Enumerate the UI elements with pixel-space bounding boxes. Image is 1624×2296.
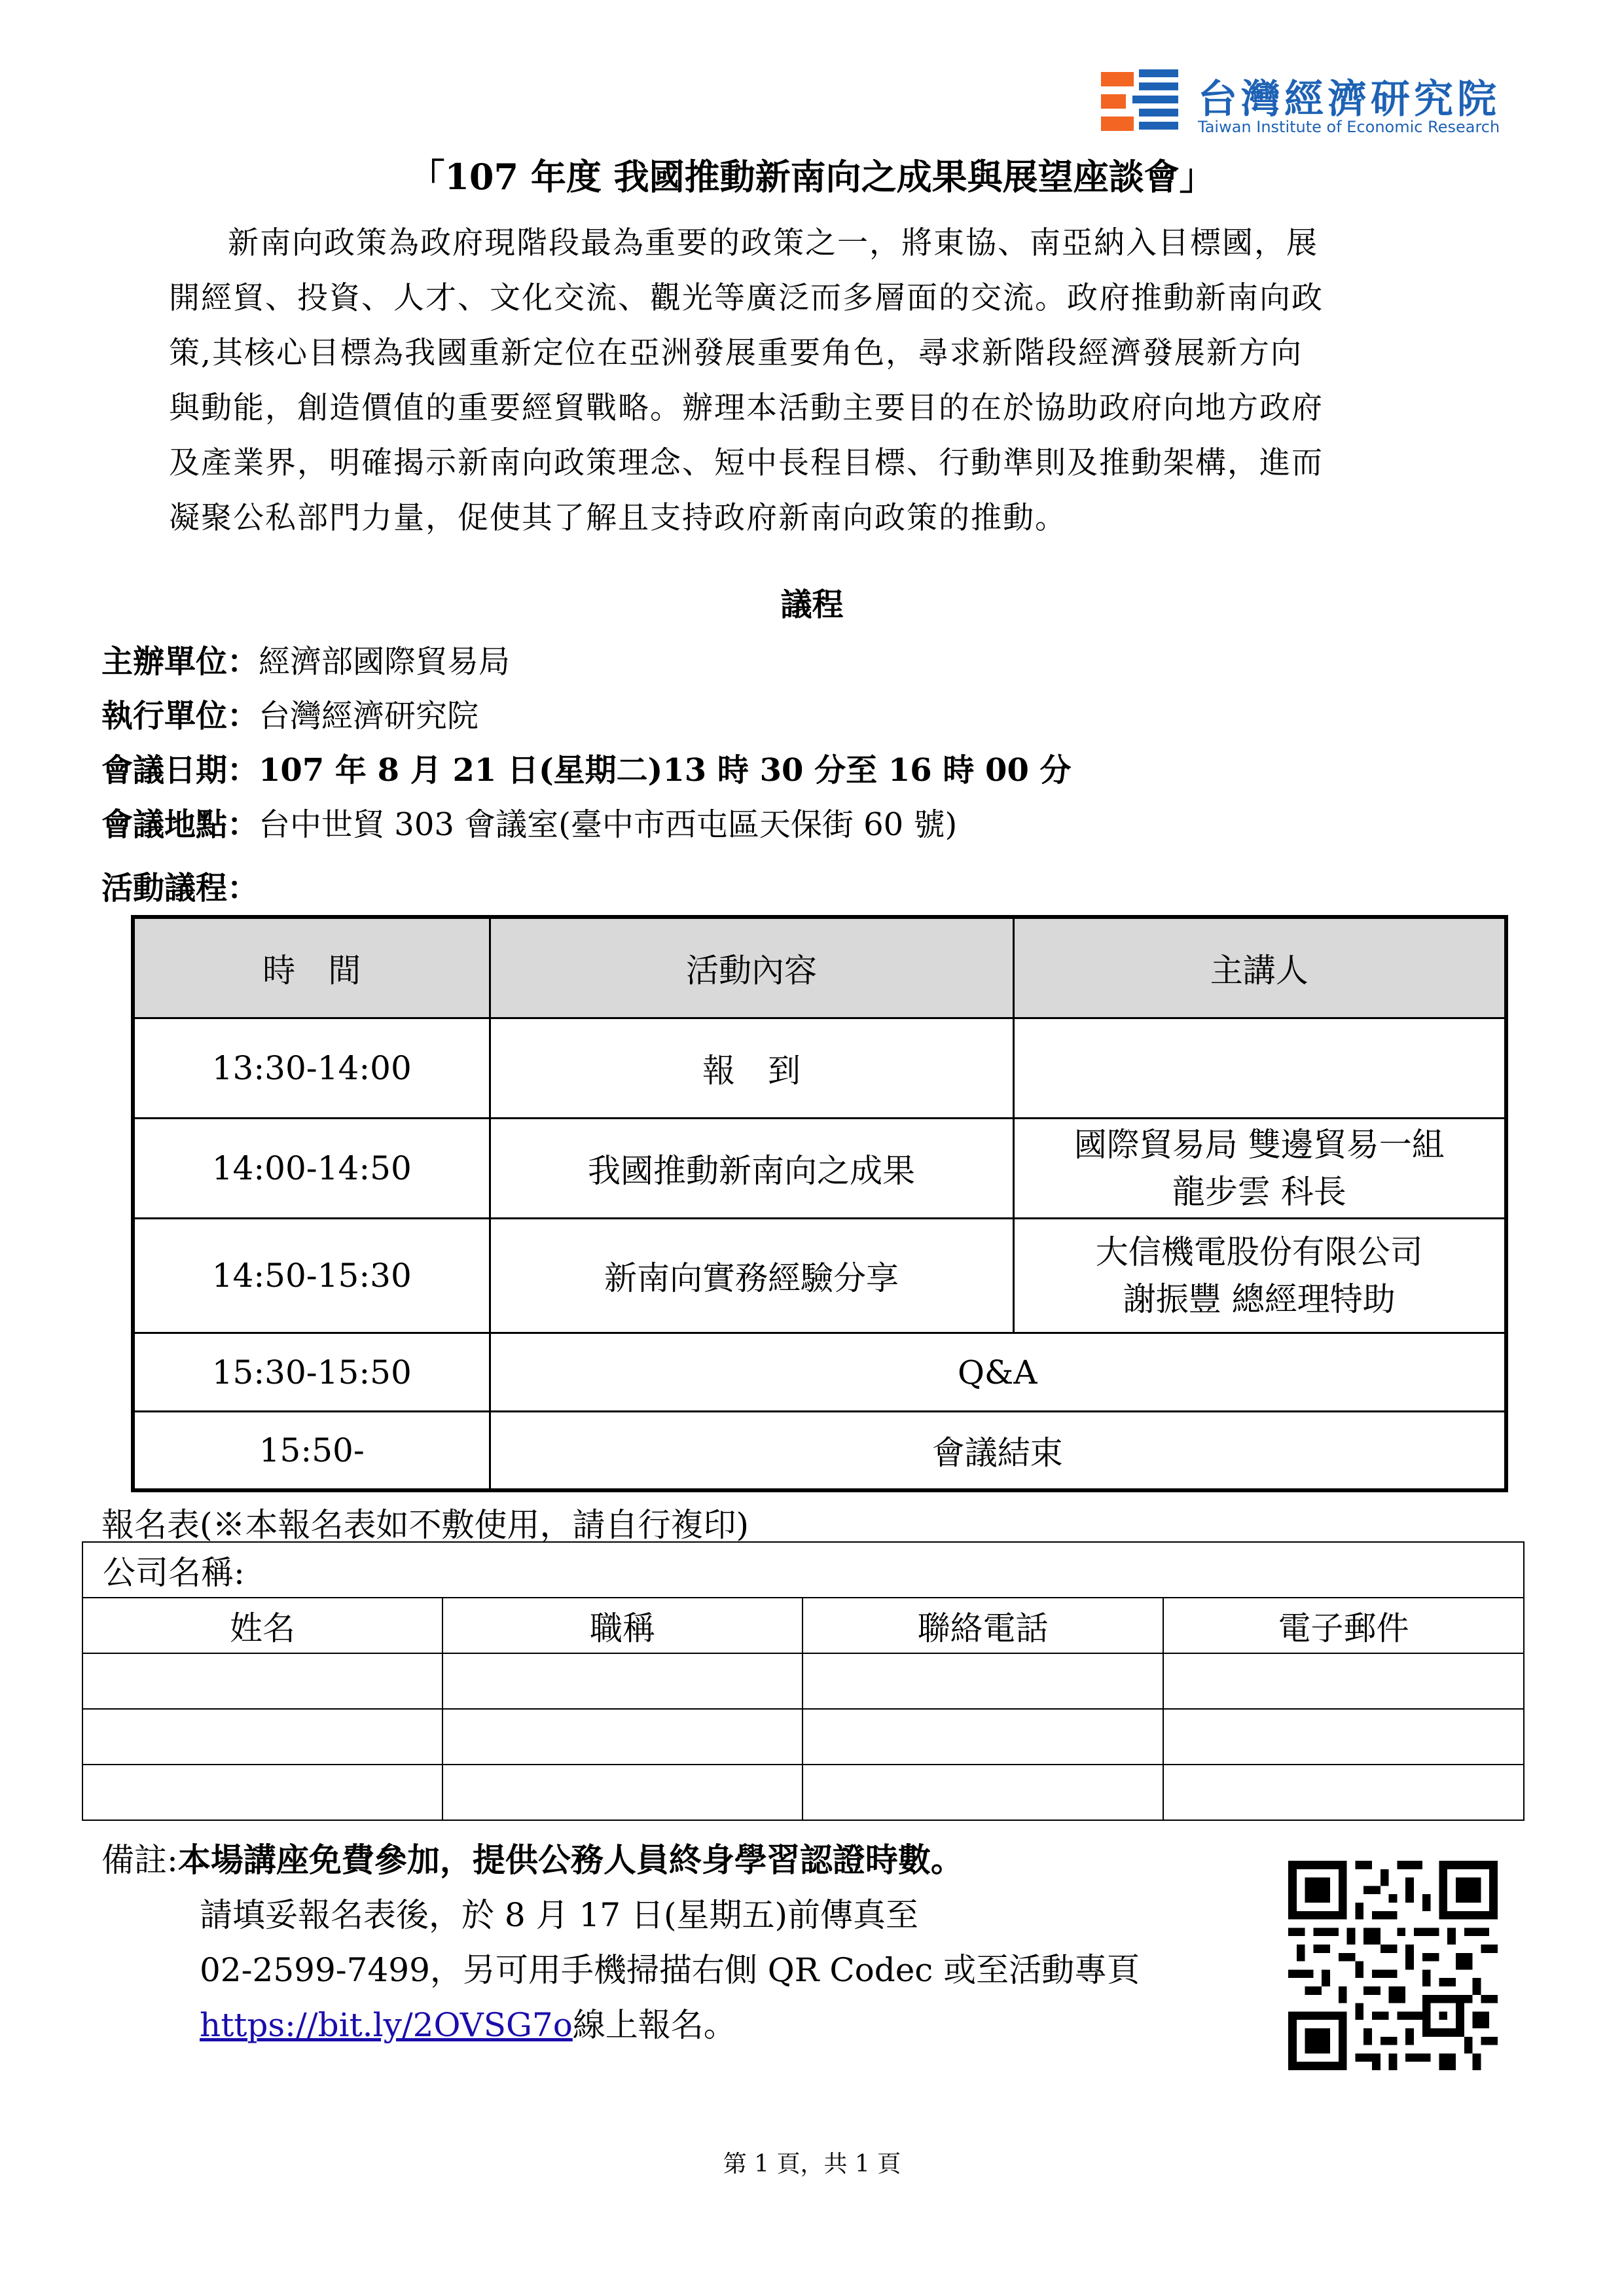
schedule-speaker [1013, 1018, 1506, 1119]
company-row [82, 1542, 1524, 1598]
speaker-name: 謝振豐 總經理特助 [1123, 1280, 1396, 1318]
note-line: 02-2599-7499，另可用手機掃描右側 QR Codec 或至活動專頁 [200, 1951, 1140, 1989]
schedule-content: Q&A [490, 1333, 1506, 1412]
registration-form-table [82, 1541, 1525, 1821]
schedule-content: 新南向實務經驗分享 [490, 1219, 1013, 1333]
schedule-time: 13:30-14:00 [133, 1018, 490, 1119]
email-cell[interactable] [1163, 1709, 1524, 1765]
email-cell[interactable] [1163, 1765, 1524, 1820]
qr-code-icon [1288, 1861, 1498, 2070]
date-label: 會議日期： [101, 752, 259, 789]
document-title: 「107 年度 我國推動新南向之成果與展望座談會」 [409, 156, 1215, 198]
title-cell[interactable] [442, 1765, 803, 1820]
registration-heading: 報名表(※本報名表如不敷使用，請自行複印) [101, 1506, 749, 1544]
organizer-row [101, 636, 510, 681]
name-cell[interactable] [82, 1653, 442, 1709]
schedule-table [131, 915, 1508, 1492]
schedule-time: 15:30-15:50 [133, 1333, 490, 1412]
intro-line: 開經貿、投資、人才、文化交流、觀光等廣泛而多層面的交流。政府推動新南向政 [169, 280, 1324, 316]
intro-line: 新南向政策為政府現階段最為重要的政策之一，將東協、南亞納入目標國，展 [228, 225, 1318, 261]
schedule-row [133, 1119, 1506, 1219]
note-line: 請填妥報名表後，於 8 月 17 日(星期五)前傳真至 [200, 1896, 919, 1934]
organizer-label: 主辦單位： [101, 643, 259, 680]
date-value: 107 年 8 月 21 日(星期二)13 時 30 分至 16 時 00 分 [259, 752, 1072, 789]
registration-entry-row [82, 1653, 1524, 1709]
schedule-header-content: 活動內容 [490, 917, 1013, 1018]
schedule-time: 14:00-14:50 [133, 1119, 490, 1219]
intro-line: 策,其核心目標為我國重新定位在亞洲發展重要角色，尋求新階段經濟發展新方向 [169, 335, 1303, 371]
executor-label: 執行單位： [101, 698, 259, 734]
phone-cell[interactable] [803, 1709, 1163, 1765]
speaker-name: 龍步雲 科長 [1172, 1173, 1346, 1211]
name-cell[interactable] [82, 1709, 442, 1765]
phone-cell[interactable] [803, 1765, 1163, 1820]
venue-value: 台中世貿 303 會議室(臺中市西屯區天保街 60 號) [259, 806, 958, 843]
tier-logo-mark [1100, 65, 1185, 137]
tier-logo [1100, 65, 1506, 137]
intro-paragraph [169, 216, 1543, 546]
venue-label: 會議地點： [101, 806, 259, 843]
col-name: 姓名 [82, 1598, 442, 1653]
notes-section [101, 1833, 1140, 2053]
intro-line: 及產業界，明確揭示新南向政策理念、短中長程目標、行動準則及推動架構，進而 [169, 445, 1324, 481]
schedule-label-row [101, 863, 259, 908]
schedule-speaker [1013, 1119, 1506, 1219]
date-row [101, 745, 1072, 790]
title-cell[interactable] [442, 1709, 803, 1765]
venue-row [101, 799, 957, 844]
schedule-row [133, 1219, 1506, 1333]
organizer-value: 經濟部國際貿易局 [259, 643, 511, 680]
schedule-time: 15:50- [133, 1412, 490, 1490]
schedule-speaker [1013, 1219, 1506, 1333]
note-line [101, 1998, 1140, 2053]
schedule-header-speaker: 主講人 [1013, 917, 1506, 1018]
note-line [101, 1833, 1140, 1888]
company-name-field[interactable]: 公司名稱: [82, 1542, 1524, 1598]
page-footer: 第 1 頁，共 1 頁 [723, 2151, 901, 2178]
registration-link[interactable]: https://bit.ly/2OVSG7o [200, 2006, 573, 2044]
intro-line: 與動能，創造價值的重要經貿戰略。辦理本活動主要目的在於協助政府向地方政府 [169, 390, 1324, 426]
name-cell[interactable] [82, 1765, 442, 1820]
schedule-time: 14:50-15:30 [133, 1219, 490, 1333]
logo-name-en: Taiwan Institute of Economic Research [1198, 118, 1500, 136]
executor-row [101, 691, 478, 736]
note-label: 備註: [101, 1841, 178, 1879]
registration-entry-row [82, 1709, 1524, 1765]
agenda-heading: 議程 [780, 586, 844, 623]
schedule-label: 活動議程： [101, 870, 259, 906]
col-title: 職稱 [442, 1598, 803, 1653]
speaker-org: 大信機電股份有限公司 [1095, 1233, 1423, 1271]
executor-value: 台灣經濟研究院 [259, 698, 479, 734]
schedule-row [133, 1018, 1506, 1119]
col-email: 電子郵件 [1163, 1598, 1524, 1653]
link-suffix: 線上報名。 [572, 2006, 736, 2044]
schedule-content: 報 到 [490, 1018, 1013, 1119]
schedule-content: 我國推動新南向之成果 [490, 1119, 1013, 1219]
registration-header-row [82, 1598, 1524, 1653]
email-cell[interactable] [1163, 1653, 1524, 1709]
schedule-content: 會議結束 [490, 1412, 1506, 1490]
note-bold-text: 本場講座免費參加，提供公務人員終身學習認證時數。 [177, 1840, 964, 1879]
intro-line: 凝聚公私部門力量，促使其了解且支持政府新南向政策的推動。 [169, 500, 1067, 536]
registration-entry-row [82, 1765, 1524, 1820]
title-cell[interactable] [442, 1653, 803, 1709]
schedule-header-row [133, 917, 1506, 1018]
logo-name-cn: 台灣經濟研究院 [1198, 77, 1500, 122]
schedule-header-time: 時 間 [133, 917, 490, 1018]
speaker-org: 國際貿易局 雙邊貿易一組 [1074, 1126, 1445, 1164]
schedule-row [133, 1412, 1506, 1490]
schedule-row [133, 1333, 1506, 1412]
col-phone: 聯絡電話 [803, 1598, 1163, 1653]
phone-cell[interactable] [803, 1653, 1163, 1709]
